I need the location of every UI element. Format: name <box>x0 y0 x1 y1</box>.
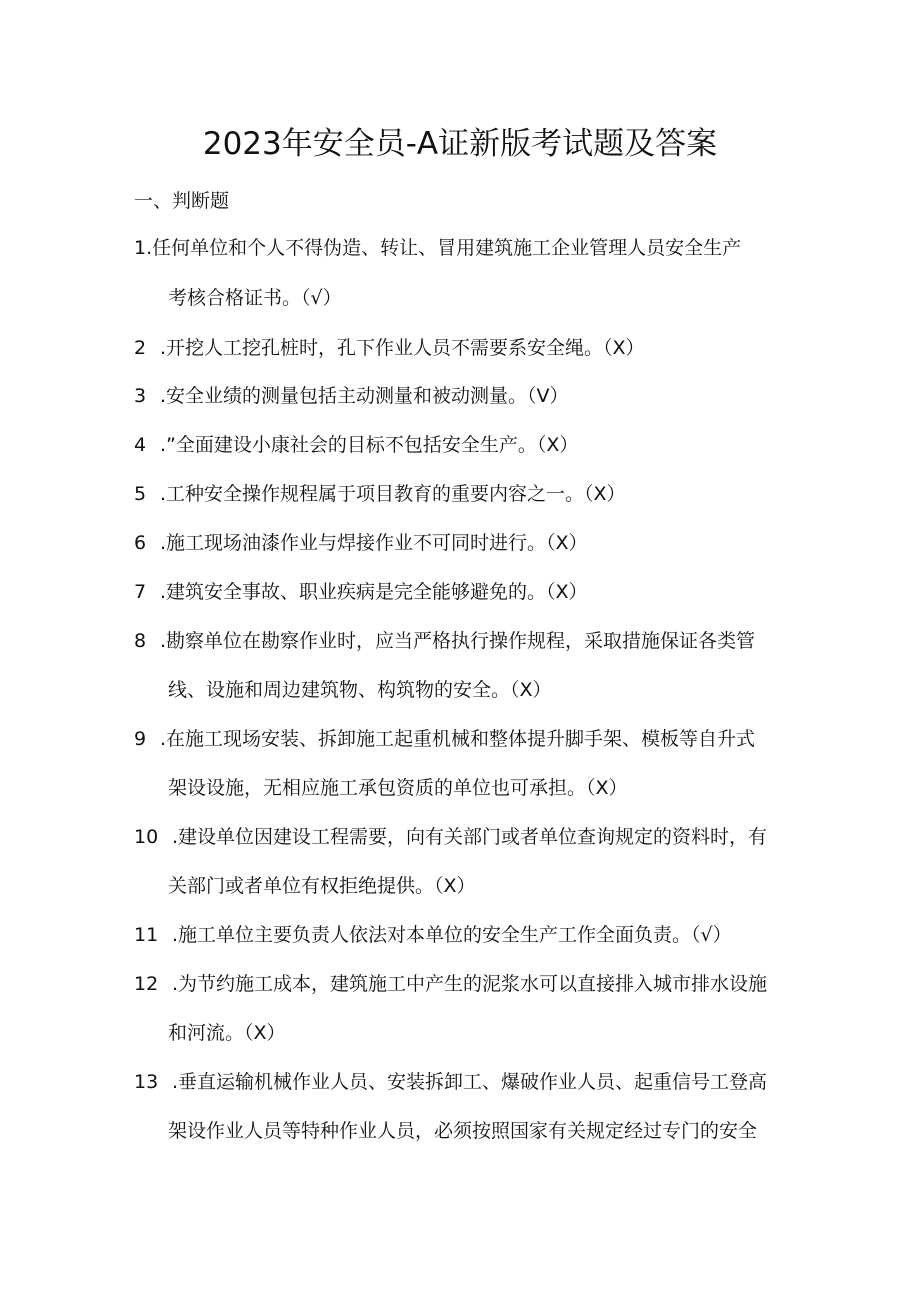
question-number: 10 <box>134 826 159 848</box>
question-number: 8 <box>134 630 147 652</box>
question-text: .在施工现场安装、拆卸施工起重机械和整体提升脚手架、模板等自升式 <box>160 728 756 750</box>
question-text: .施工单位主要负责人依法对本单位的安全生产工作全面负责。（√） <box>172 924 732 946</box>
question-13-continuation: 架设作业人员等特种作业人员，必须按照国家有关规定经过专门的安全 <box>168 1120 758 1142</box>
question-text: .垂直运输机械作业人员、安装拆卸工、爆破作业人员、起重信号工登高 <box>172 1071 768 1093</box>
question-number: 4 <box>134 434 147 456</box>
question-3 <box>134 381 569 411</box>
question-10 <box>134 822 767 852</box>
question-6 <box>134 528 588 558</box>
question-number: 12 <box>134 973 159 995</box>
question-1 <box>134 233 741 263</box>
question-10-continuation: 关部门或者单位有权拒绝提供。（X） <box>168 875 476 897</box>
question-text: .任何单位和个人不得伪造、转让、冒用建筑施工企业管理人员安全生产 <box>146 237 742 259</box>
question-5 <box>134 479 626 509</box>
question-text: .勘察单位在勘察作业时，应当严格执行操作规程，采取措施保证各类管 <box>160 630 756 652</box>
question-text: .工种安全操作规程属于项目教育的重要内容之一。（X） <box>160 483 626 505</box>
question-text: .”全面建设小康社会的目标不包括安全生产。（X） <box>160 434 579 456</box>
question-12 <box>134 969 767 999</box>
document-title: 2023年安全员-A证新版考试题及答案 <box>202 126 718 162</box>
section-heading: 一、判断题 <box>134 190 230 212</box>
question-number: 11 <box>134 924 159 946</box>
question-9 <box>134 724 755 754</box>
question-text: .安全业绩的测量包括主动测量和被动测量。（V） <box>160 385 569 407</box>
question-number: 2 <box>134 337 147 359</box>
question-text: .为节约施工成本，建筑施工中产生的泥浆水可以直接排入城市排水设施 <box>172 973 768 995</box>
question-12-continuation: 和河流。（X） <box>168 1022 286 1044</box>
question-4 <box>134 430 578 460</box>
question-9-continuation: 架设设施，无相应施工承包资质的单位也可承担。（X） <box>168 777 628 799</box>
question-text: .施工现场油漆作业与焊接作业不可同时进行。（X） <box>160 532 588 554</box>
question-1-continuation: 考核合格证书。（√） <box>168 287 342 309</box>
question-number: 6 <box>134 532 147 554</box>
question-text: .建筑安全事故、职业疾病是完全能够避免的。（X） <box>160 581 588 603</box>
question-2 <box>134 333 645 363</box>
question-number: 9 <box>134 728 147 750</box>
question-8-continuation: 线、设施和周边建筑物、构筑物的安全。（X） <box>168 679 552 701</box>
question-number: 1 <box>134 237 147 259</box>
question-7 <box>134 577 588 607</box>
question-number: 13 <box>134 1071 159 1093</box>
question-13 <box>134 1067 767 1097</box>
question-11 <box>134 920 732 950</box>
question-8 <box>134 626 755 656</box>
question-number: 3 <box>134 385 147 407</box>
question-text: .开挖人工挖孔桩时，孔下作业人员不需要系安全绳。（X） <box>160 337 645 359</box>
question-number: 5 <box>134 483 147 505</box>
question-text: .建设单位因建设工程需要，向有关部门或者单位查询规定的资料时，有 <box>172 826 768 848</box>
question-number: 7 <box>134 581 147 603</box>
